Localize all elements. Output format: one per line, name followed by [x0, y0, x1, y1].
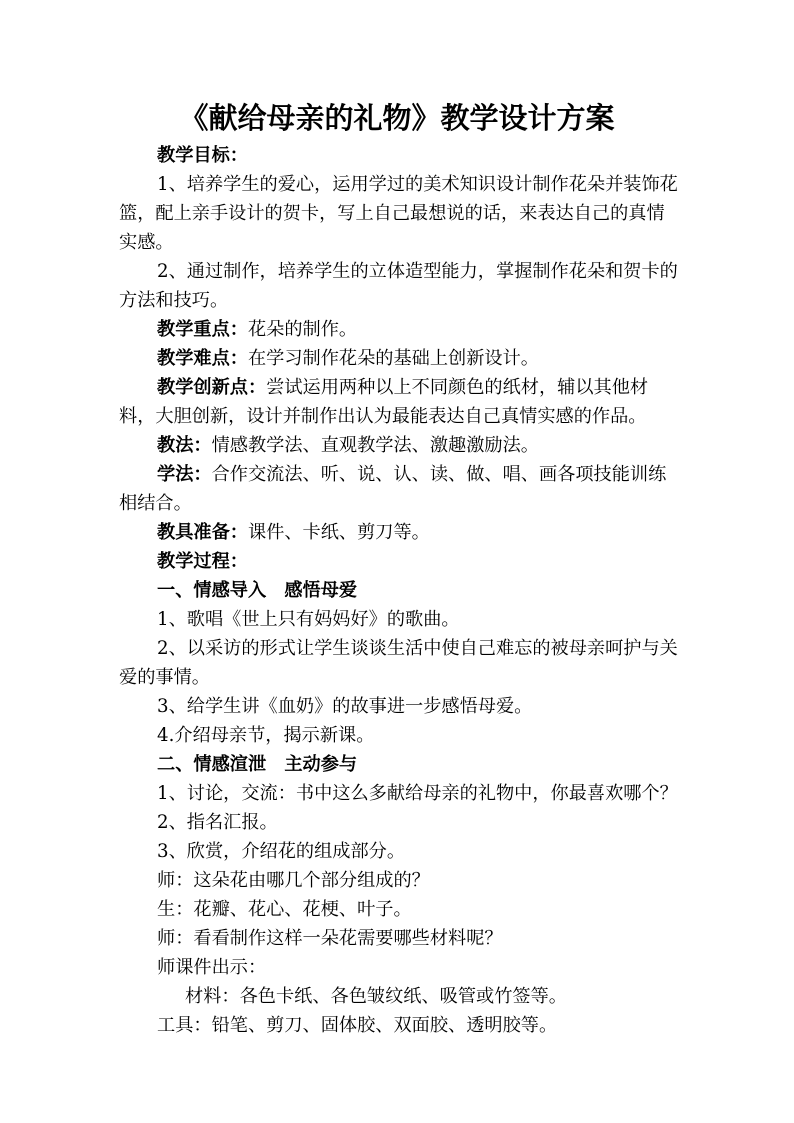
difficulty-point: [119, 344, 679, 373]
teaching-tools-text: 课件、卡纸、剪刀等。: [247, 522, 430, 543]
part-1-heading: 一、情感导入 感悟母爱: [157, 580, 358, 601]
goal-1: 1、培养学生的爱心，运用学过的美术知识设计制作花朵并装饰花篮，配上亲手设计的贺卡，写上自己最想说的话，来表达自己的真情实感。: [119, 174, 678, 253]
difficulty-text: 在学习制作花朵的基础上创新设计。: [247, 348, 539, 369]
part-2-heading: 二、情感渲泄 主动参与: [157, 754, 358, 775]
difficulty-label: 教学难点：: [157, 348, 248, 369]
dialog-line-1: 师：这朵花由哪几个部分组成的？: [157, 870, 430, 891]
dialog-line-3: 师：看看制作这样一朵花需要哪些材料呢？: [157, 928, 503, 949]
teaching-method: [119, 431, 679, 460]
tools-line: 工具：铅笔、剪刀、固体胶、双面胶、透明胶等。: [157, 1015, 558, 1036]
goals-heading: 教学目标：: [157, 145, 248, 166]
part-1-item-4: 4.介绍母亲节，揭示新课。: [157, 725, 375, 746]
learning-method-text: 合作交流法、听、说、认、读、做、唱、画各项技能训练相结合。: [119, 464, 667, 514]
materials-line: 材料：各色卡纸、各色皱纹纸、吸管或竹签等。: [185, 986, 567, 1007]
teaching-method-label: 教法：: [157, 435, 212, 456]
part-1-item-2: 2、以采访的形式让学生谈谈生活中使自己难忘的被母亲呵护与关爱的事情。: [119, 638, 678, 688]
part-2-item-1: 1、讨论，交流：书中这么多献给母亲的礼物中，你最喜欢哪个？: [157, 783, 678, 804]
key-point-text: 花朵的制作。: [247, 319, 358, 340]
goal-2: 2、通过制作，培养学生的立体造型能力，掌握制作花朵和贺卡的方法和技巧。: [119, 261, 678, 311]
innovation-label: 教学创新点：: [157, 377, 267, 398]
dialog-line-2: 生：花瓣、花心、花梗、叶子。: [157, 899, 412, 920]
key-point-label: 教学重点：: [157, 319, 248, 340]
teaching-tools: [119, 518, 679, 547]
part-2-item-3: 3、欣赏，介绍花的组成部分。: [157, 841, 406, 862]
document-title: 《献给母亲的礼物》教学设计方案: [179, 101, 615, 135]
part-2-item-2: 2、指名汇报。: [157, 812, 278, 833]
teaching-method-text: 情感教学法、直观教学法、激趣激励法。: [211, 435, 539, 456]
teaching-tools-label: 教具准备：: [157, 522, 248, 543]
key-point: [119, 315, 679, 344]
innovation-text: 尝试运用两种以上不同颜色的纸材，辅以其他材料，大胆创新，设计并制作出认为最能表达自己真情实感的作品。: [119, 377, 649, 427]
part-1-item-3: 3、给学生讲《血奶》的故事进一步感悟母爱。: [157, 696, 533, 717]
learning-method-label: 学法：: [157, 464, 212, 485]
learning-method: [119, 460, 679, 518]
innovation-point: [119, 373, 679, 431]
document-body: [119, 141, 679, 1040]
dialog-line-4: 师课件出示：: [157, 957, 267, 978]
part-1-item-1: 1、歌唱《世上只有妈妈好》的歌曲。: [157, 609, 460, 630]
process-heading: 教学过程：: [157, 551, 248, 572]
